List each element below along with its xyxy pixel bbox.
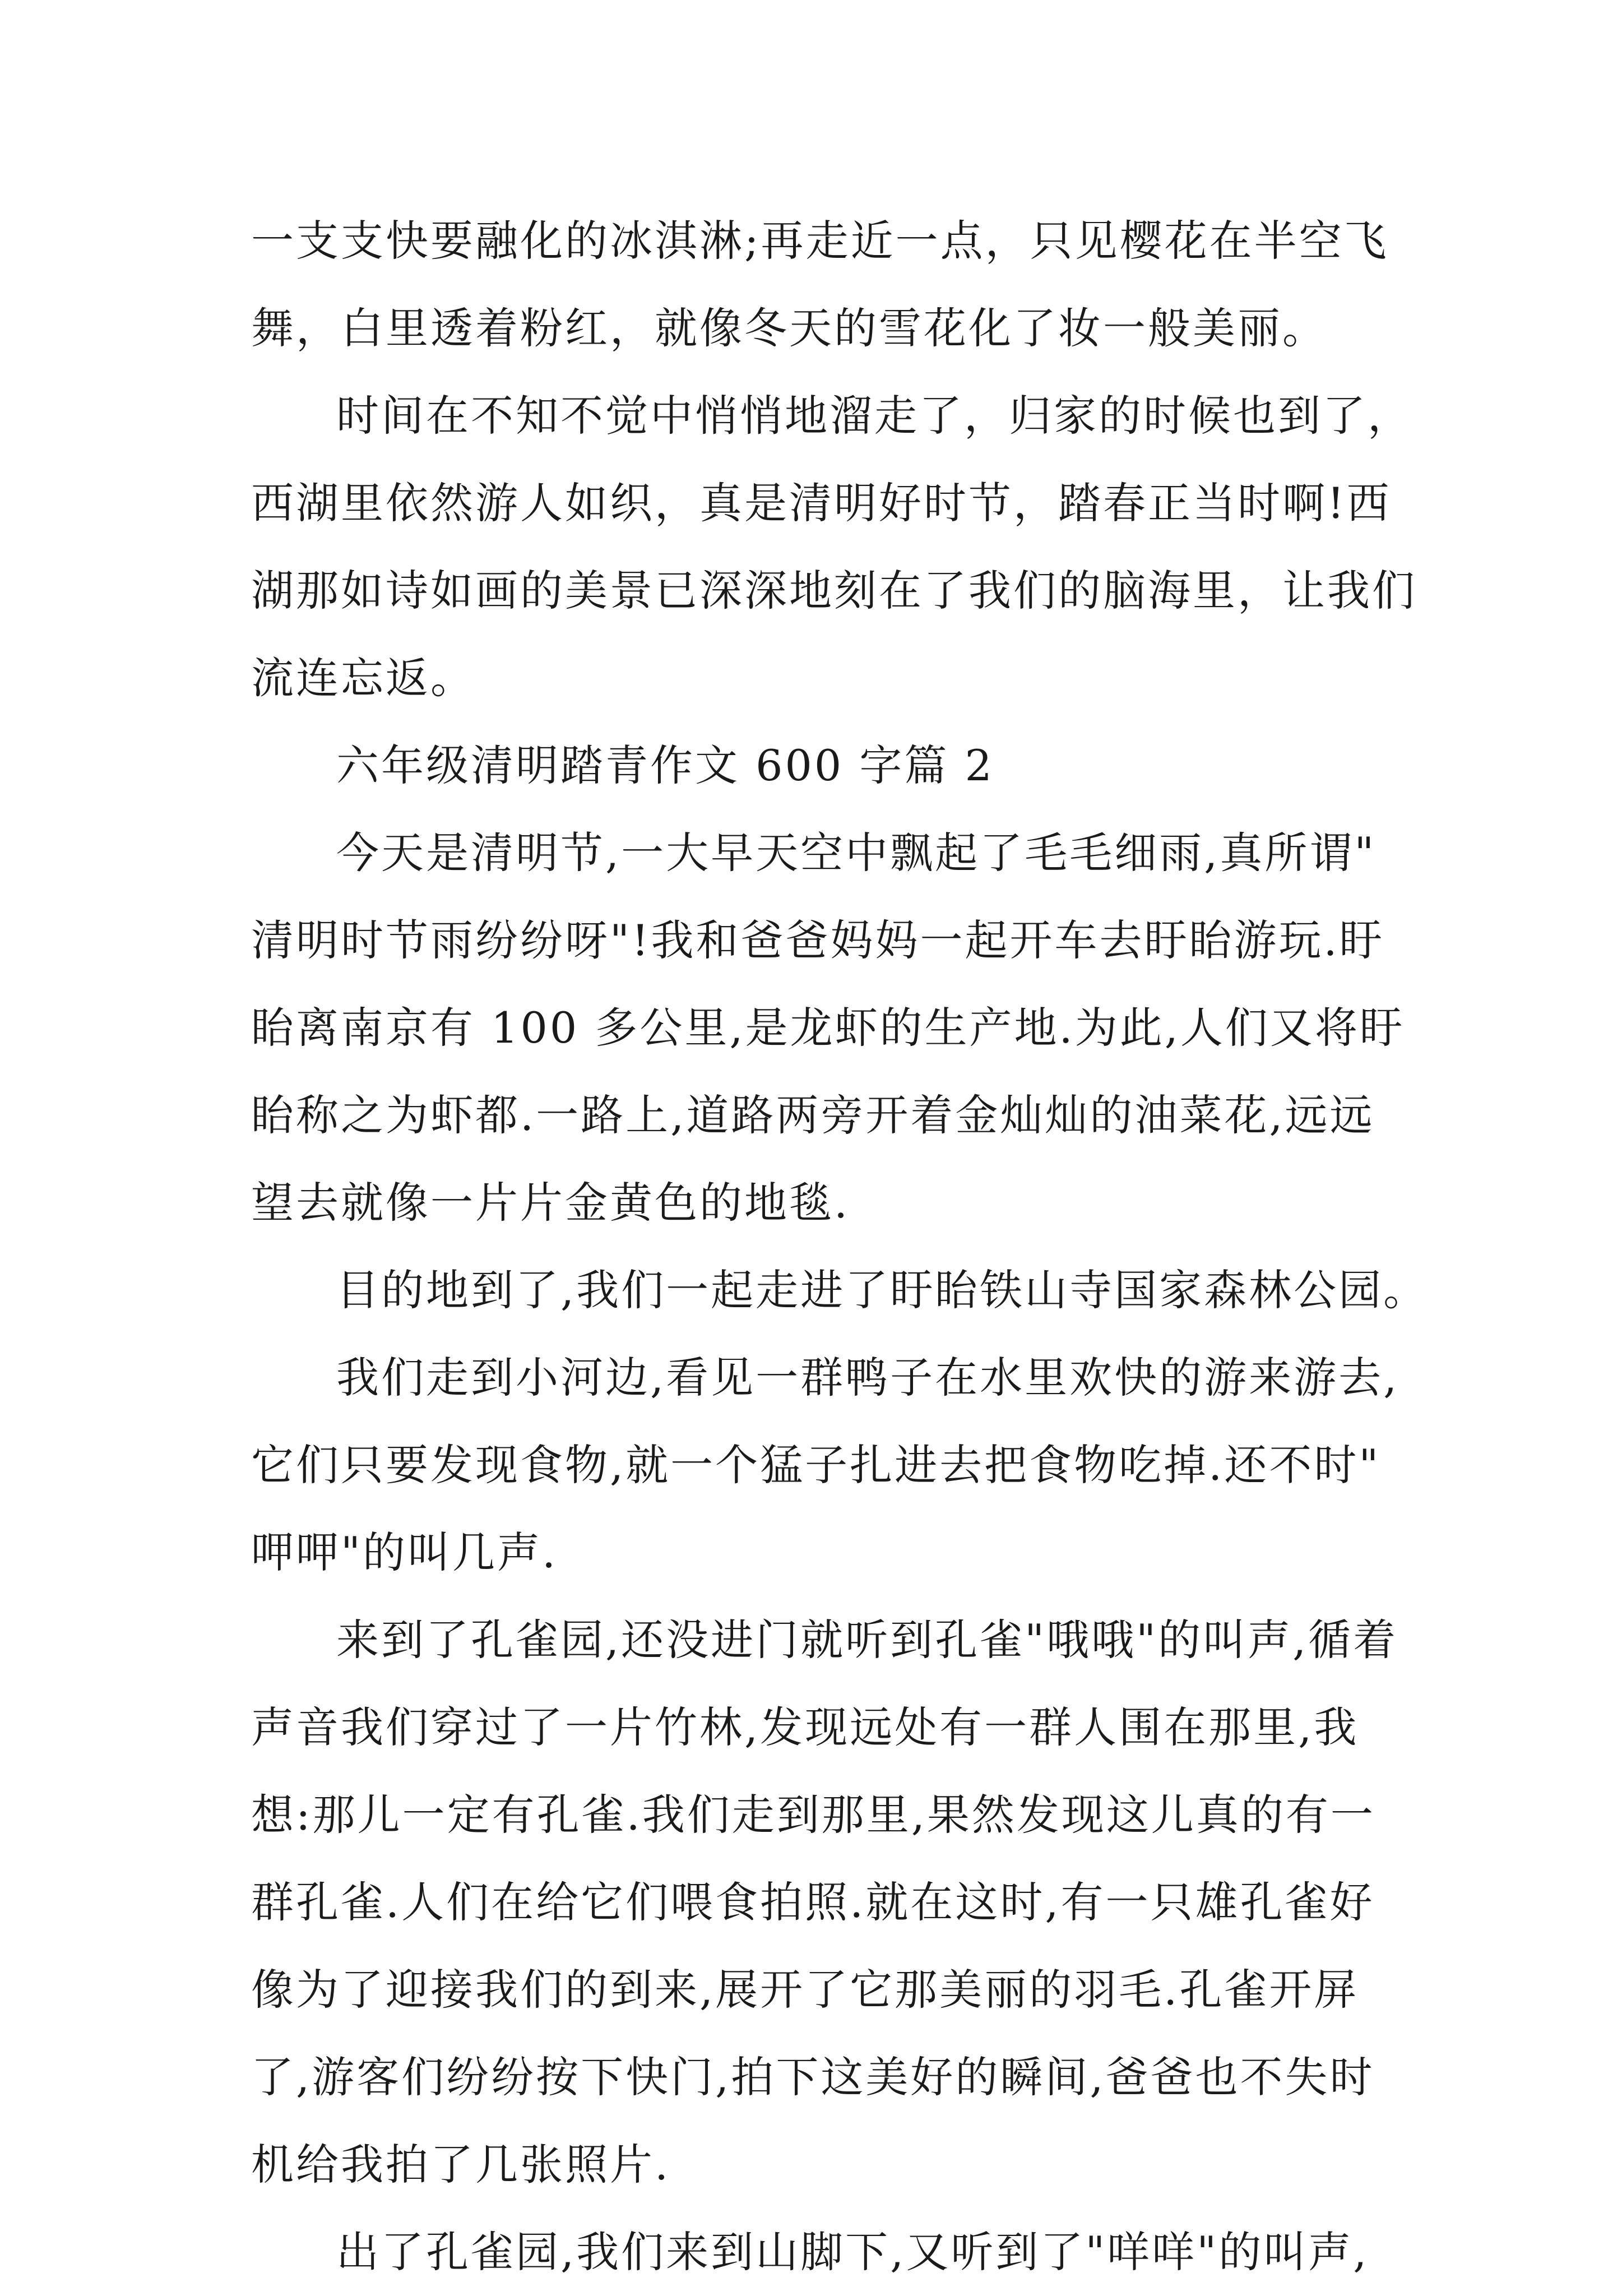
- text-line: 我们走到小河边,看见一群鸭子在水里欢快的游来游去,: [336, 1353, 1399, 1402]
- text-line: 呷呷"的叫几声.: [251, 1527, 558, 1577]
- text-line: 一支支快要融化的冰淇淋;再走近一点，只见樱花在半空飞: [251, 216, 1389, 266]
- text-line: 望去就像一片片金黄色的地毯.: [251, 1178, 850, 1228]
- text-line: 像为了迎接我们的到来,展开了它那美丽的羽毛.孔雀开屏: [251, 1965, 1359, 2015]
- text-line: 眙称之为虾都.一路上,道路两旁开着金灿灿的油菜花,远远: [251, 1090, 1375, 1140]
- text-line: 清明时节雨纷纷呀"!我和爸爸妈妈一起开车去盱眙游玩.盱: [251, 915, 1384, 965]
- text-line: 时间在不知不觉中悄悄地溜走了，归家的时候也到了，: [336, 391, 1412, 441]
- text-line: 流连忘返。: [251, 653, 475, 703]
- text-line: 湖那如诗如画的美景已深深地刻在了我们的脑海里，让我们: [251, 566, 1417, 615]
- section-heading: 六年级清明踏青作文 600 字篇 2: [336, 740, 994, 790]
- text-line: 出了孔雀园,我们来到山脚下,又听到了"咩咩"的叫声,: [336, 2227, 1369, 2277]
- text-line: 声音我们穿过了一片竹林,发现远处有一群人围在那里,我: [251, 1702, 1359, 1752]
- text-line: 群孔雀.人们在给它们喂食拍照.就在这时,有一只雄孔雀好: [251, 1877, 1375, 1927]
- text-line: 它们只要发现食物,就一个猛子扎进去把食物吃掉.还不时": [251, 1440, 1381, 1490]
- text-line: 舞，白里透着粉红，就像冬天的雪花化了妆一般美丽。: [251, 303, 1327, 353]
- text-line: 今天是清明节,一大早天空中飘起了毛毛细雨,真所谓": [336, 828, 1377, 878]
- text-line: 眙离南京有 100 多公里,是龙虾的生产地.为此,人们又将盱: [251, 1003, 1405, 1053]
- text-line: 机给我拍了几张照片.: [251, 2140, 671, 2189]
- text-line: 目的地到了,我们一起走进了盱眙铁山寺国家森林公园。: [336, 1265, 1429, 1315]
- text-line: 想:那儿一定有孔雀.我们走到那里,果然发现这儿真的有一: [251, 1790, 1375, 1840]
- text-line: 了,游客们纷纷按下快门,拍下这美好的瞬间,爸爸也不失时: [251, 2052, 1375, 2102]
- text-line: 西湖里依然游人如织，真是清明好时节，踏春正当时啊!西: [251, 478, 1392, 528]
- text-line: 来到了孔雀园,还没进门就听到孔雀"哦哦"的叫声,循着: [336, 1615, 1398, 1665]
- document-body: [251, 197, 1429, 2296]
